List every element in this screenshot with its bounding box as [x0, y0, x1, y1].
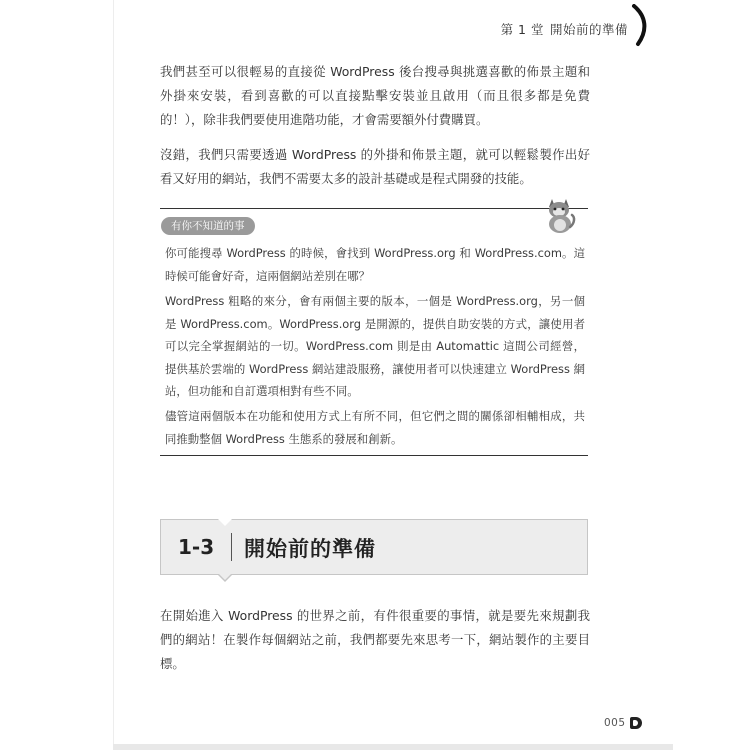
section-paragraph-1: 在開始進入 WordPress 的世界之前，有件很重要的事情，就是要先來規劃我們的網站！在製作每個網站之前，我們都要先來思考一下，網站製作的主要目標。: [160, 608, 590, 671]
tip-badge: 有你不知道的事: [161, 217, 255, 235]
section-title: 開始前的準備: [244, 537, 376, 561]
tip-paragraph-2: WordPress 粗略的來分，會有兩個主要的版本，一個是 WordPress.org，另一個是 WordPress.com。WordPress.org 是開源的，提供自助安裝的方式，讓使用者可以完全掌握網站的一切。WordPress.com 則是由 Automattic 這間公司經營，提供基於雲端的 WordPress 網站建設服務，讓使用者可以快速建立 WordPress 網站，但功能和自訂選項相對有些不同。: [165, 294, 585, 398]
footer-tab-icon: [630, 717, 642, 729]
tip-paragraph-1: 你可能搜尋 WordPress 的時候，會找到 WordPress.org 和 WordPress.com。這時候可能會好奇，這兩個網站差別在哪？: [165, 246, 585, 283]
page-bottom-bar: [113, 744, 673, 750]
tip-top-rule: [160, 208, 588, 209]
chapter-title: 開始前的準備: [549, 22, 628, 37]
section-divider: [231, 533, 232, 561]
section-number: 1-3: [178, 535, 215, 559]
body-paragraph-1: 我們甚至可以很輕易的直接從 WordPress 後台搜尋與挑選喜歡的佈景主題和外掛來安裝，看到喜歡的可以直接點擊安裝並且啟用（而且很多都是免費的！），除非我們要使用進階功能，才會需要額外付費購買。: [160, 64, 590, 127]
tip-paragraph-3: 儘管這兩個版本在功能和使用方式上有所不同，但它們之間的關係卻相輔相成，共同推動整個 WordPress 生態系的發展和創新。: [165, 409, 585, 446]
cat-icon: [544, 193, 576, 233]
section-banner-top-notch: [218, 519, 232, 526]
tip-bottom-rule: [160, 455, 588, 456]
body-paragraph-2: 沒錯，我們只需要透過 WordPress 的外掛和佈景主題，就可以輕鬆製作出好看又好用的網站，我們不需要太多的設計基礎或是程式開發的技能。: [160, 147, 590, 186]
page-number: 005: [604, 717, 626, 729]
header-curve-ornament: [628, 4, 654, 48]
running-header: [501, 20, 628, 38]
chapter-number: 第 1 堂: [500, 22, 544, 37]
section-banner-bottom-notch-fill: [219, 574, 231, 580]
